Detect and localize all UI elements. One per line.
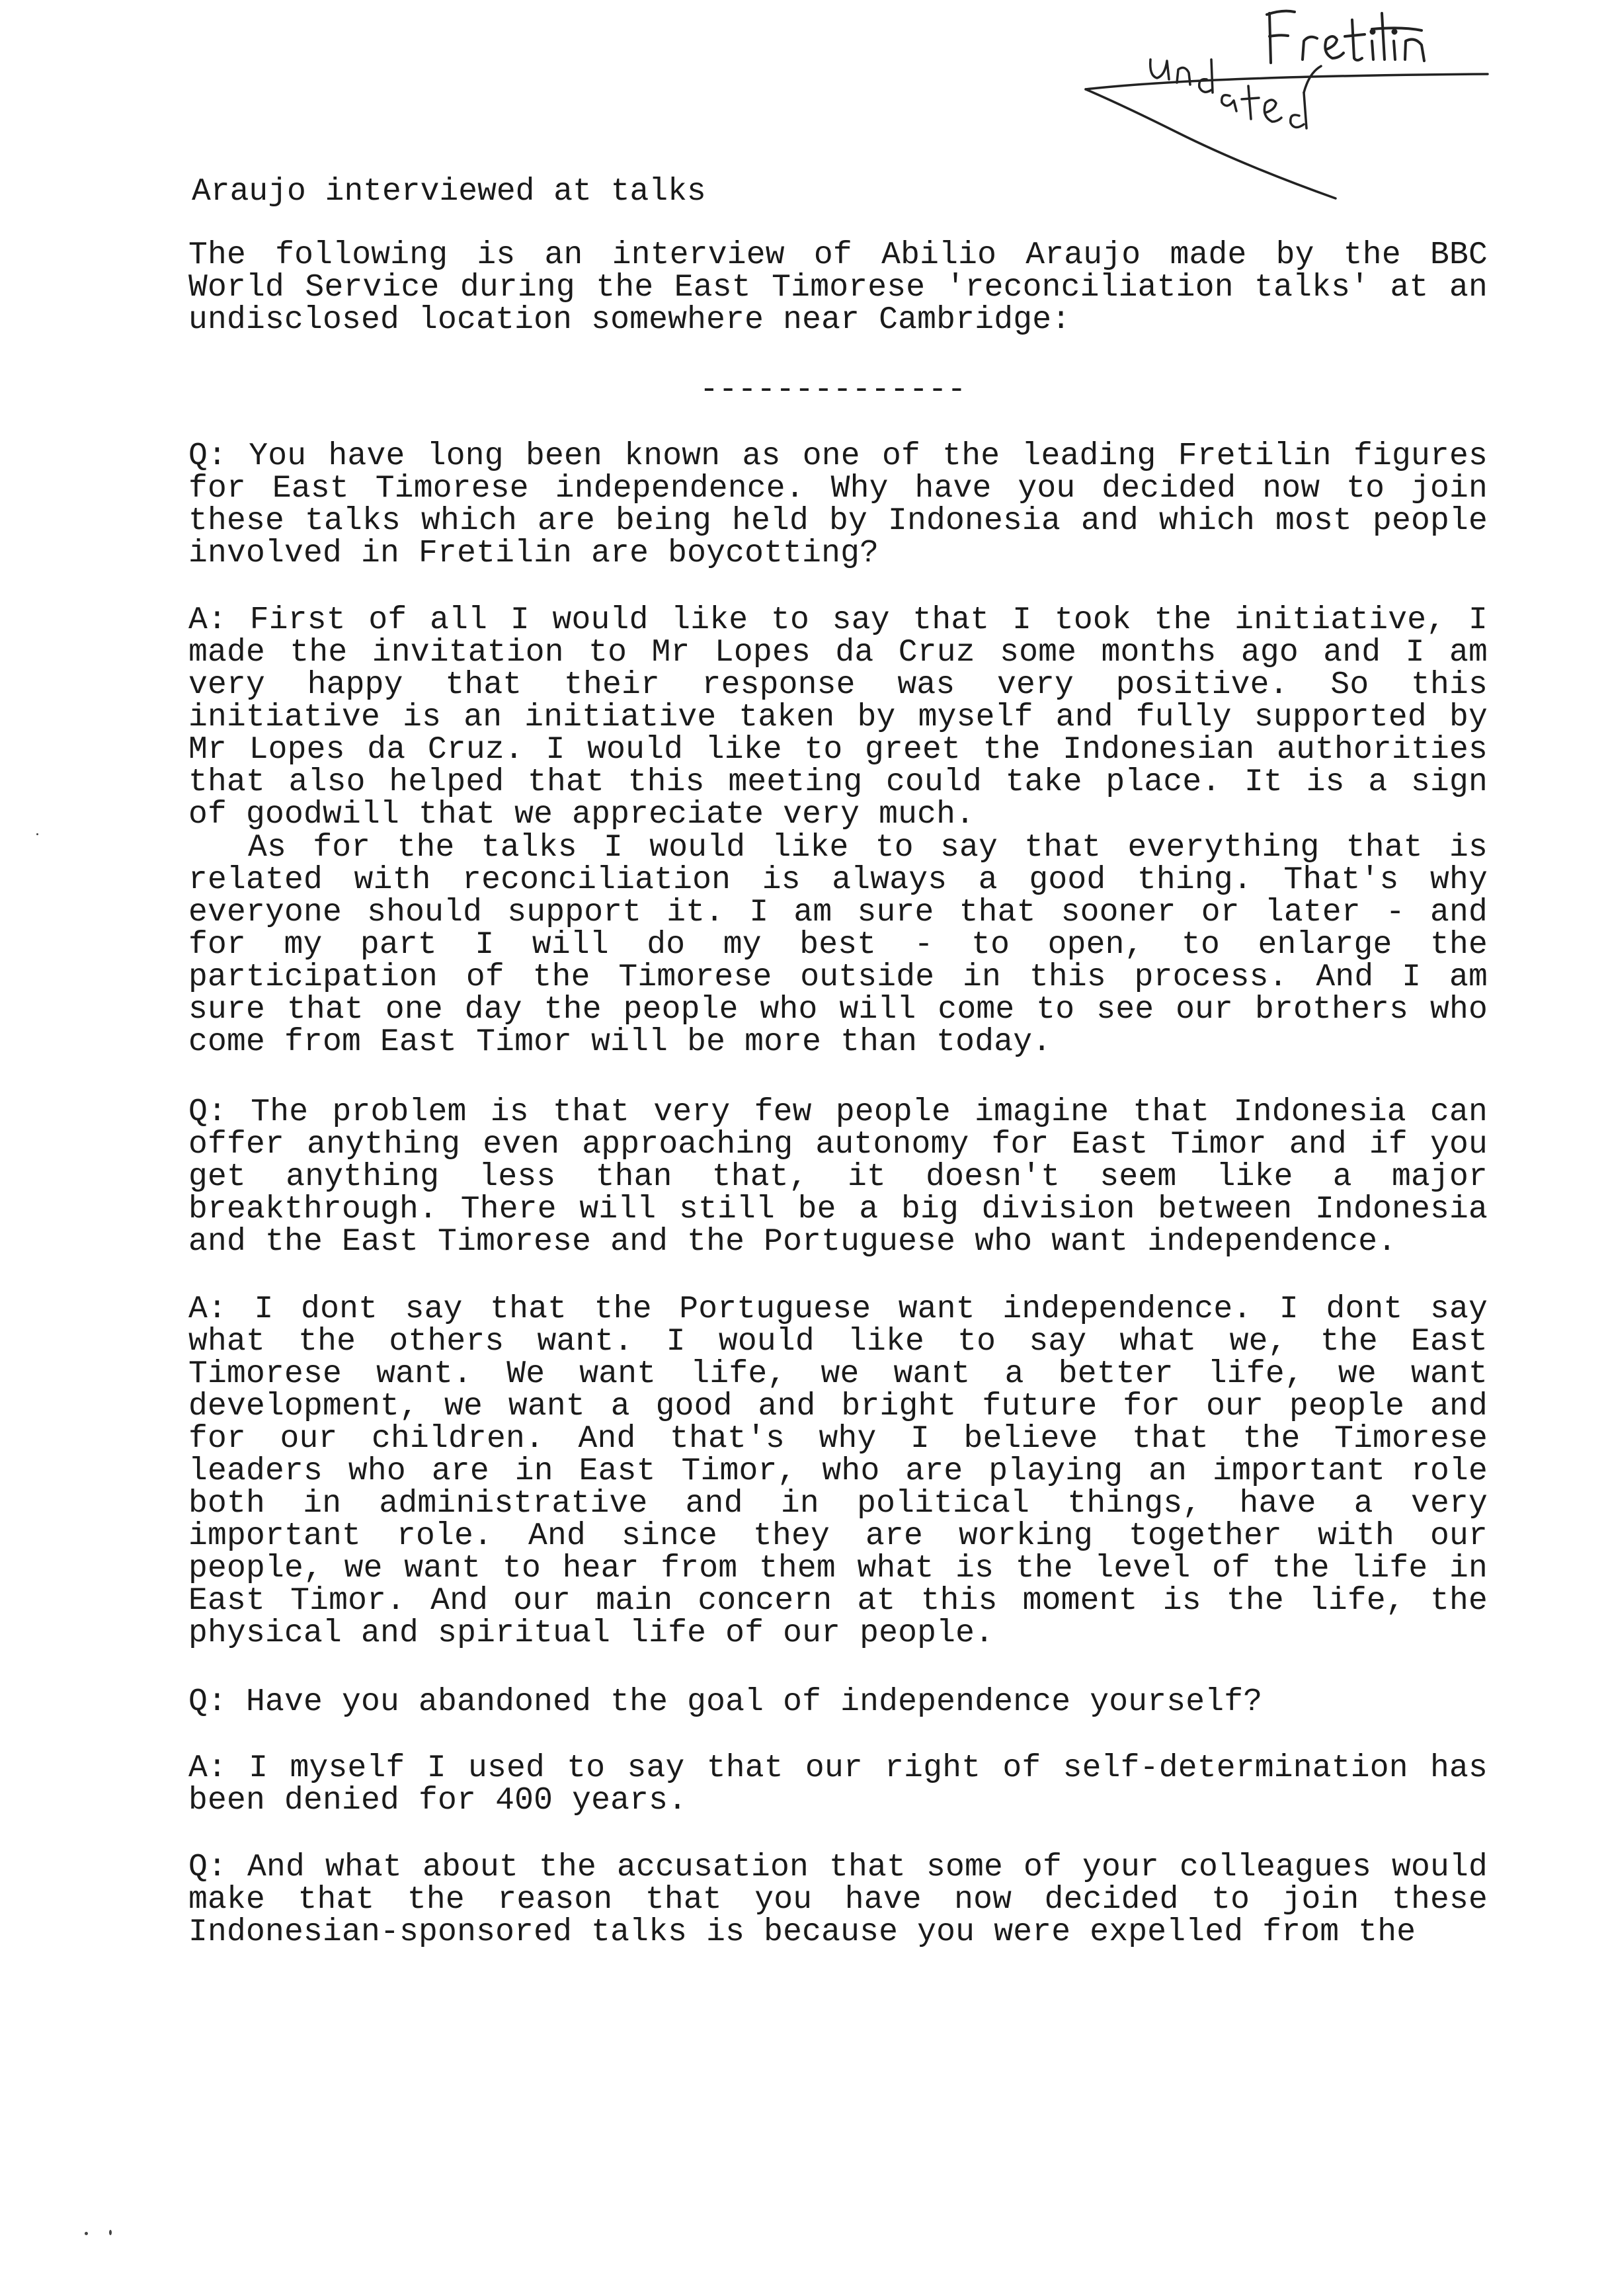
answer-paragraph-1: A: First of all I would like to say that I took the initiative, I made the invitation to Mr Lopes da Cruz some months ago and I am very happy that their response was very positive. So this initiative is an initiative taken by myself and fully supported by Mr Lopes da Cruz. I would like to greet the Indonesian authorities that also helped that this meeting could take place. It is a sign of goodwill that we appreciate very much. — [188, 602, 1488, 833]
intro-paragraph: The following is an interview of Abilio Araujo made by the BBC World Service during the East Timorese 'reconciliation talks' at an undisclosed location somewhere near Cambridge: — [188, 237, 1488, 338]
handwritten-annotation — [1071, 0, 1508, 218]
handwritten-undated — [1086, 60, 1488, 198]
scan-speck — [109, 2230, 112, 2235]
question-paragraph-2: Q: The problem is that very few people imagine that Indonesia can offer anything even approaching autonomy for East Timor and if you get anything less than that, it doesn't seem like a major breakthrough. There will still be a big division between Indonesia and the East Timorese and the Portuguese who want independence. — [188, 1094, 1488, 1260]
answer-paragraph-3: A: I myself I used to say that our right of self-determination has been denied for 400 years. — [188, 1750, 1488, 1819]
separator-line: -------------- — [700, 372, 967, 408]
scan-speck — [85, 2232, 88, 2235]
document-title: Araujo interviewed at talks — [192, 174, 706, 210]
answer-paragraph-1-continued: As for the talks I would like to say that everything that is related with reconciliation is always a good thing. That's why everyone should support it. I am sure that sooner or later - and for my part I will do my best - to open, to enlarge the participation of the Timorese outside in this process. And I am sure that one day the people who will come to see our brothers who come from East Timor will be more than today. — [188, 830, 1488, 1060]
answer-paragraph-2: A: I dont say that the Portuguese want independence. I dont say what the others want. I would like to say what we, the East Timorese want. We want life, we want a better life, we want development, we want a good and bright future for our people and for our children. And that's why I believe that the Timorese leaders who are in East Timor, who are playing an important role both in administrative and in political things, have a very important role. And since they are working together with our people, we want to hear from them what is the level of the life in East Timor. And our main concern at this moment is the life, the physical and spiritual life of our people. — [188, 1292, 1488, 1651]
handwritten-fretilin — [1267, 11, 1424, 63]
question-paragraph-3: Q: Have you abandoned the goal of independence yourself? — [188, 1684, 1263, 1720]
question-paragraph-1: Q: You have long been known as one of the leading Fretilin figures for East Timorese independence. Why have you decided now to join these talks which are being held by Indonesia and which most people involved in Fretilin are boycotting? — [188, 438, 1488, 571]
question-paragraph-4: Q: And what about the accusation that some of your colleagues would make that the reason that you have now decided to join these Indonesian-sponsored talks is because you were expelled from the — [188, 1850, 1488, 1950]
scan-speck — [36, 833, 38, 835]
